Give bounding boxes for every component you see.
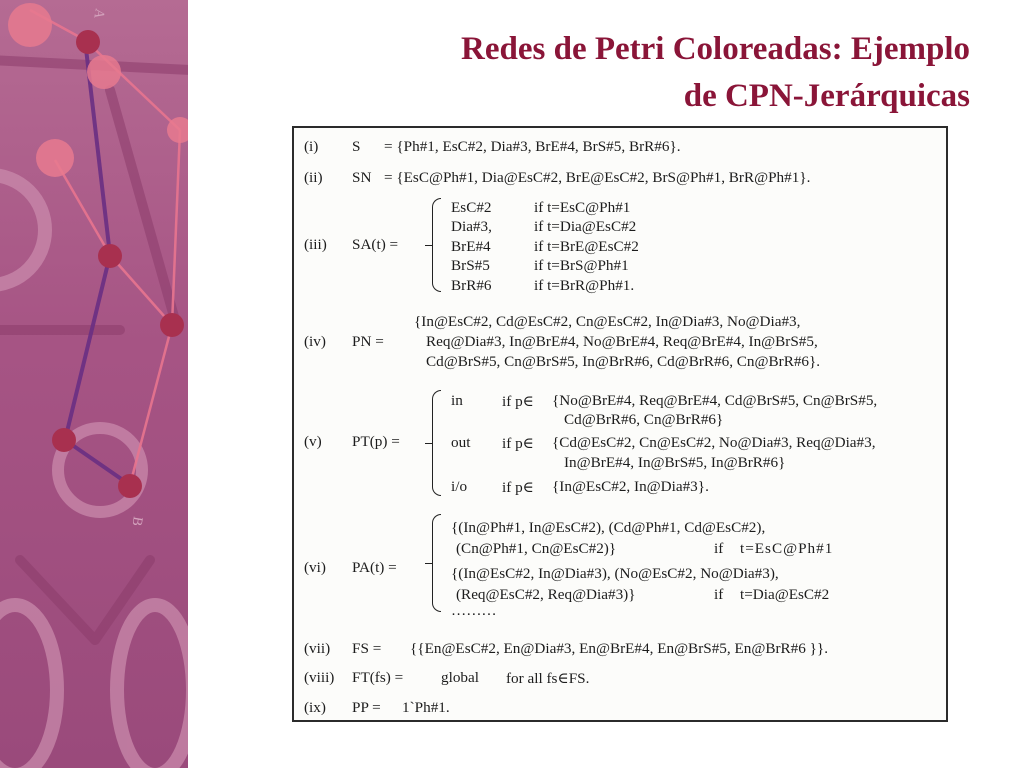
case-condition: if t=EsC@Ph#1	[534, 199, 631, 216]
case-value: EsC#2	[451, 199, 492, 216]
row-value: 1`Ph#1.	[402, 699, 450, 716]
network-graphic	[0, 0, 188, 768]
case-condition: if p∈	[502, 479, 534, 496]
pair-set-line: {(In@Ph#1, In@EsC#2), (Cd@Ph#1, Cd@EsC#2),	[451, 519, 766, 536]
row-condition: for all fs∈FS.	[506, 670, 590, 687]
case-value: Dia#3,	[451, 218, 492, 235]
row-value: = {EsC@Ph#1, Dia@EsC#2, BrE@EsC#2, BrS@Ph#1, BrR@Ph#1}.	[384, 169, 811, 186]
case-set-line: {No@BrE#4, Req@BrE#4, Cd@BrS#5, Cn@BrS#5,	[552, 392, 878, 409]
set-line: Cd@BrS#5, Cn@BrS#5, In@BrR#6, Cd@BrR#6, Cn@BrR#6}.	[426, 353, 821, 370]
pair-set-line: {(In@EsC#2, In@Dia#3), (No@EsC#2, No@Dia#3),	[451, 565, 779, 582]
row-value: global	[441, 669, 479, 686]
slide-title-line-2: de CPN-Jerárquicas	[683, 78, 970, 114]
case-kind: in	[451, 392, 463, 409]
row-label: (viii)	[304, 669, 335, 686]
case-value: BrS#5	[451, 257, 490, 274]
case-condition: if p∈	[502, 435, 534, 452]
decorative-sidebar	[0, 0, 188, 768]
case-set-line: In@BrE#4, In@BrS#5, In@BrR#6}	[564, 454, 786, 471]
row-label: (iii)	[304, 236, 327, 253]
case-condition: if t=Dia@EsC#2	[534, 218, 637, 235]
case-condition: if t=BrS@Ph#1	[534, 257, 629, 274]
row-symbol: PN =	[352, 333, 384, 350]
row-label: (iv)	[304, 333, 326, 350]
row-symbol: FS =	[352, 640, 382, 657]
row-symbol: PA(t) =	[352, 559, 397, 576]
case-set-line: {In@EsC#2, In@Dia#3}.	[552, 478, 709, 495]
pair-set-line: (Cn@Ph#1, Cn@EsC#2)}	[456, 540, 617, 557]
left-brace	[432, 390, 441, 496]
case-condition: if t=BrE@EsC#2	[534, 238, 639, 255]
row-symbol: SN	[352, 169, 372, 186]
pair-condition-if: if	[714, 586, 724, 603]
case-kind: i/o	[451, 478, 468, 495]
set-line: {In@EsC#2, Cd@EsC#2, Cn@EsC#2, In@Dia#3, No@Dia#3,	[414, 313, 801, 330]
case-kind: out	[451, 434, 471, 451]
row-symbol: PP =	[352, 699, 381, 716]
definition-row-vii	[294, 640, 946, 662]
row-symbol: PT(p) =	[352, 433, 400, 450]
definition-row-ix	[294, 699, 946, 721]
row-label: (v)	[304, 433, 322, 450]
cpn-definition-box	[292, 126, 948, 722]
sidebar-letter-a: A	[90, 7, 107, 20]
left-brace	[432, 198, 441, 292]
row-label: (vii)	[304, 640, 331, 657]
set-line: Req@Dia#3, In@BrE#4, No@BrE#4, Req@BrE#4, In@BrS#5,	[426, 333, 818, 350]
case-set-line: Cd@BrR#6, Cn@BrR#6}	[564, 411, 724, 428]
slide-title-line-1: Redes de Petri Coloreadas: Ejemplo	[461, 31, 970, 67]
row-label: (ii)	[304, 169, 323, 186]
case-condition: if t=BrR@Ph#1.	[534, 277, 635, 294]
definition-row-i	[294, 138, 946, 160]
row-symbol: FT(fs) =	[352, 669, 404, 686]
row-symbol: SA(t) =	[352, 236, 399, 253]
case-value: BrE#4	[451, 238, 491, 255]
ellipsis: ………	[451, 602, 497, 619]
row-value: {{En@EsC#2, En@Dia#3, En@BrE#4, En@BrS#5, En@BrR#6 }}.	[410, 640, 829, 657]
pair-condition: t=EsC@Ph#1	[740, 540, 834, 557]
row-symbol: S	[352, 138, 361, 155]
case-value: BrR#6	[451, 277, 492, 294]
pair-condition-if: if	[714, 540, 724, 557]
pair-set-line: (Req@EsC#2, Req@Dia#3)}	[456, 586, 636, 603]
row-label: (i)	[304, 138, 319, 155]
case-set-line: {Cd@EsC#2, Cn@EsC#2, No@Dia#3, Req@Dia#3,	[552, 434, 876, 451]
definition-row-viii	[294, 669, 946, 691]
row-label: (ix)	[304, 699, 326, 716]
slide-title	[330, 26, 970, 120]
row-value: = {Ph#1, EsC#2, Dia#3, BrE#4, BrS#5, BrR#6}.	[384, 138, 681, 155]
sidebar-letter-b: B	[128, 515, 145, 528]
left-brace	[432, 514, 441, 612]
row-label: (vi)	[304, 559, 326, 576]
definition-row-ii	[294, 169, 946, 191]
pair-condition: t=Dia@EsC#2	[740, 586, 830, 603]
case-condition: if p∈	[502, 393, 534, 410]
